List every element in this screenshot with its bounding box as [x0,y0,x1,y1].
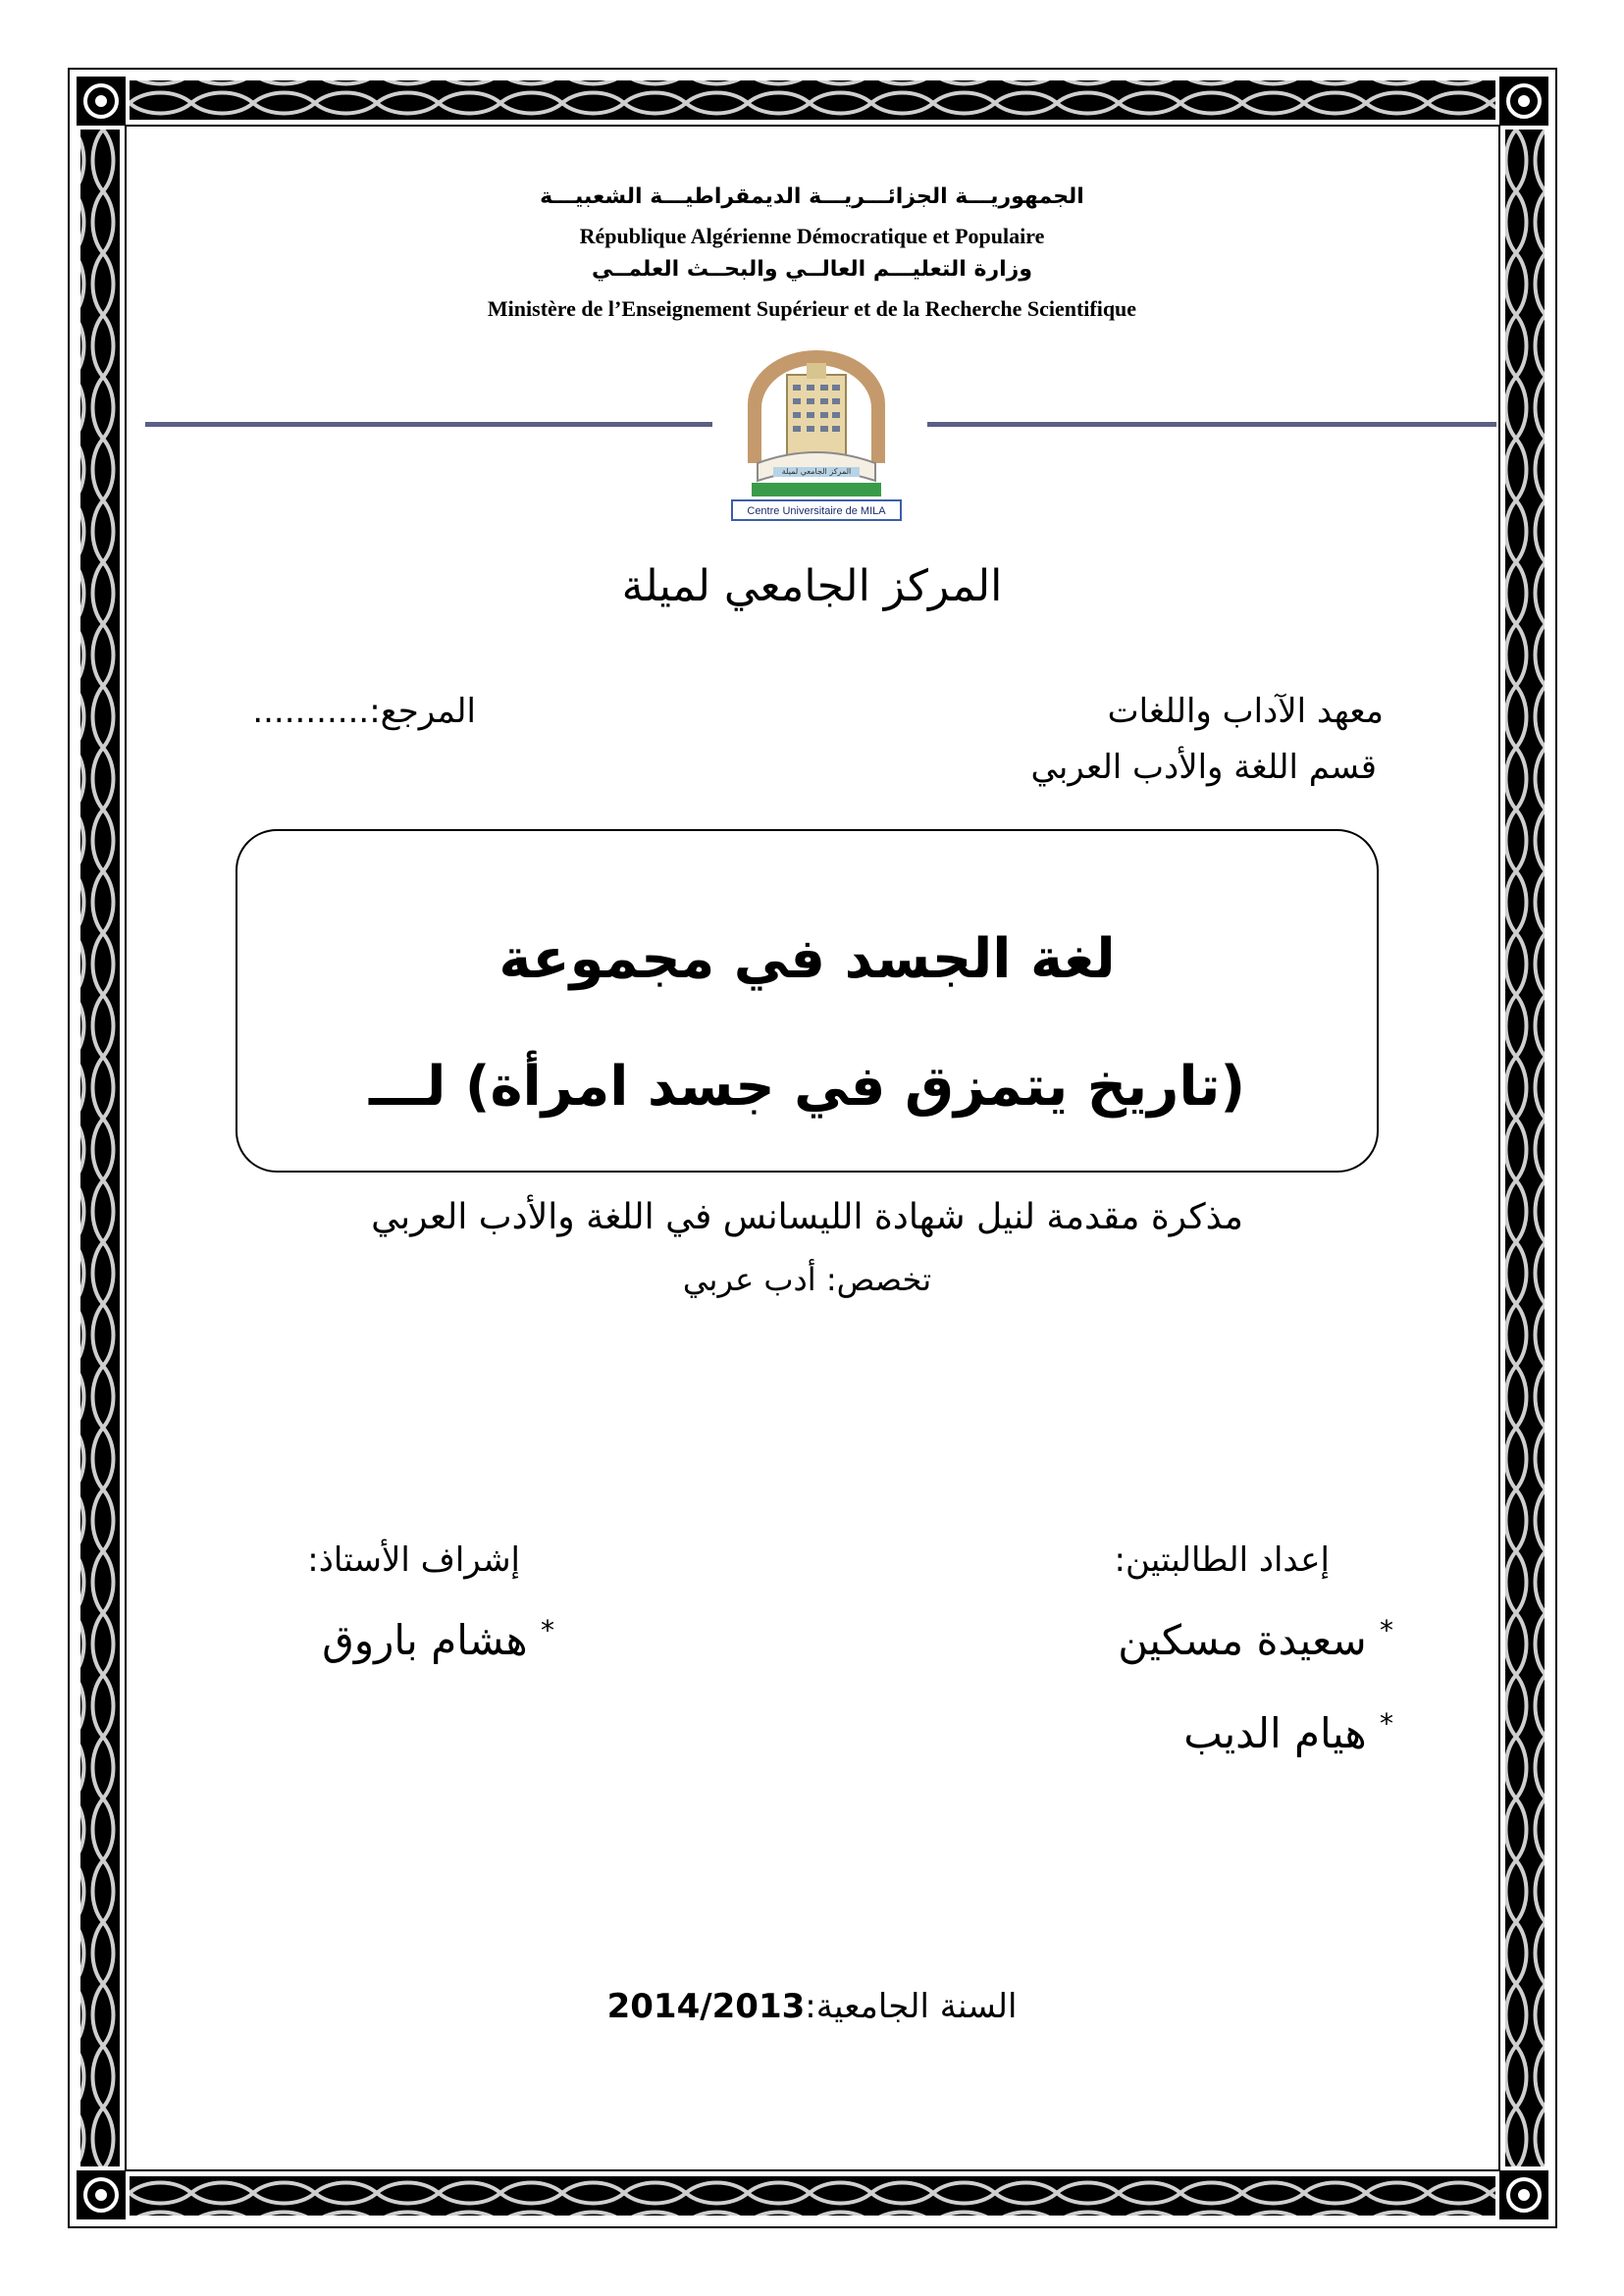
university-emblem-icon [728,345,905,522]
academic-year-label: السنة الجامعية: [805,1987,1018,2026]
thesis-title-line2: (تاريخ يتمزق في جسد امرأة) لـــ [368,1055,1246,1119]
republic-french: République Algérienne Démocratique et Populaire [579,224,1045,248]
header-rule-left [145,422,712,427]
bullet-star: * [1380,1707,1393,1740]
student-name-text: سعيدة مسكين [1118,1616,1367,1664]
corner-ornament [1499,2170,1548,2219]
student-name-text: هيام الديب [1183,1709,1367,1757]
reference-field: المرجع:........... [252,692,476,731]
supervisor-name-text: هشام باروق [322,1616,528,1664]
ministry-arabic: وزارة التعليـــم العالــي والبحــث العلمــي [591,257,1033,282]
thesis-description: مذكرة مقدمة لنيل شهادة الليسانس في اللغة والأدب العربي [371,1197,1243,1237]
students-label: إعداد الطالبتين: [1114,1540,1330,1580]
logo-caption: Centre Universitaire de MILA [747,505,886,517]
department-name: قسم اللغة والأدب العربي [1030,748,1377,787]
logo-arabic-banner: المركز الجامعي لميلة [781,467,852,476]
bullet-star: * [1380,1614,1393,1646]
bullet-star: * [541,1614,554,1646]
thesis-specialty: تخصص: أدب عربي [682,1261,932,1298]
student-name-2 [1183,1707,1393,1757]
academic-year-value: 2014/2013 [606,1987,806,2026]
student-name-1 [1118,1614,1393,1664]
supervisor-name [322,1614,554,1664]
corner-ornament [1499,77,1548,126]
header-rule-right [927,422,1496,427]
ministry-french: Ministère de l’Enseignement Supérieur et de la Recherche Scientifique [487,296,1137,321]
supervisor-label: إشراف الأستاذ: [307,1540,520,1580]
university-logo [728,345,905,522]
republic-arabic: الجمهوريـــة الجزائـــريـــة الديمقراطيـــة الشعبيـــة [540,184,1084,209]
academic-year [393,1987,1231,2026]
corner-ornament [77,77,126,126]
corner-ornament [77,2170,126,2219]
institute-name: معهد الآداب واللغات [1107,692,1384,731]
university-center-name: المركز الجامعي لميلة [621,561,1003,611]
thesis-title-line1: لغة الجسد في مجموعة [498,927,1116,991]
thesis-title-box [236,829,1379,1173]
